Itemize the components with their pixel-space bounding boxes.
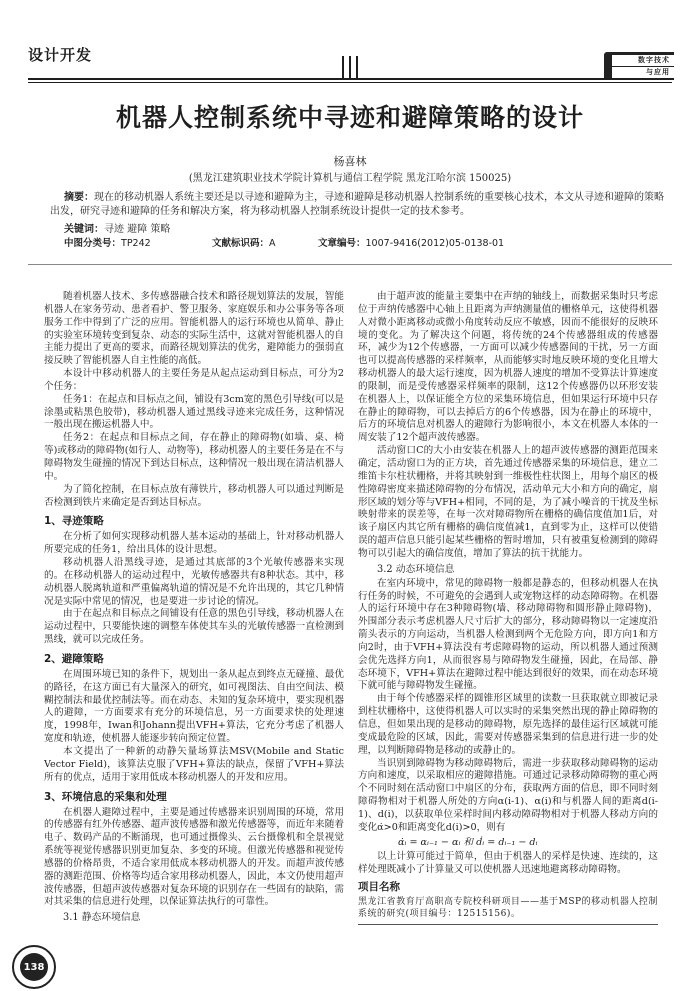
funding-text: 黑龙江省教育厅高职高专院校科研项目——基于MSP的移动机器人控制系统的研究(项目编号：12515156)。 [358,896,658,920]
paragraph: 在室内环境中，常见的障碍物一般都是静态的，但移动机器人在执行任务的时候，不可避免的会遇到人或宠物这样的动态障碍物。在机器人的运行环境中存在3种障碍物(墙、移动障碍物和圆形静止障碍物)，外围部分表示考虑机器人尺寸后扩大的部分，移动障碍物以一定速度沿箭头表示的方向运动，当机器人检测到两个无危险方向，即方向1和方向2时，由于VFH+算法没有考虑障碍物的运动，所以机器人通过预测会优先选择方向1，从而很容易与障碍物发生碰撞，因此，在局部、静态环境下，VFH+算法在避障过程中能达到很好的效果，而在动态环境下就可能与障碍物发生碰撞。 [358,577,658,692]
abstract-separator [28,264,672,265]
id-value: 1007-9416(2012)05-0138-01 [365,238,505,249]
right-column [358,291,658,925]
document-code [212,235,276,249]
section-heading: 2、避障策略 [44,652,104,665]
keywords [64,220,170,235]
subsection-heading: 3.2 动态环境信息 [377,563,455,575]
journal-badge [604,52,674,80]
abstract [50,191,670,219]
page-number-badge [12,945,56,989]
paragraph: 移动机器人沿黑线寻迹，是通过其底部的3个光敏传感器来实现的。在移动机器人的运动过程中，光敏传感器共有8种状态。其中，移动机器人脱离轨道和严重偏离轨道的情况是不允许出现的，其它几种情况是实际中常见的情况，也是要进一步讨论的情况。 [44,557,344,607]
subsection-heading: 3.1 静态环境信息 [63,912,141,924]
section-heading: 3、环境信息的采集和处理 [44,790,167,803]
keywords-text: 寻迹 避障 策略 [104,224,171,235]
paragraph: 当识别到障碍物为移动障碍物后，需进一步获取移动障碍物的运动方向和速度，以采取相应的避障措施。可通过记录移动障碍物的重心两个不同时刻在活动窗口中扇区的分布，获取两方面的信息，即不同时刻障碍物相对于机器人所处的方向α(i-1)、α(i)和与机器人间的距离d(i-1)、d(i)，以获取单位采样时间内移动障碍物相对于机器人移动方向的变化α̇>0和距离变化d(i)>0，则有 [358,757,658,833]
left-column [44,291,344,926]
paragraph: 在周围环境已知的条件下，规划出一条从起点到终点无碰撞、最优的路径，在这方面已有大量深入的研究，如可视图法、自由空间法、模糊控制法和最优控制法等。而在动态、未知的复杂环境中，要实现机器人的避障，一方面要求有充分的环境信息，另一方面要求快的处理速度，1998年，Iwan和Johann提出VFH+算法，它充分考虑了机器人宽度和轨迹，使机器人能逐步转向预定位置。 [44,668,344,745]
clc-label: 中图分类号： [64,238,122,249]
author-name: 杨喜林 [333,155,367,168]
doc-value: A [269,238,276,249]
section-label: 设计开发 [28,46,93,64]
paragraph: 本文提出了一种新的动静矢量场算法MSV(Mobile and Static Vector Field)，该算法克服了VFH+算法的缺点，保留了VFH+算法所有的优点，适用于家用低成本移动机器人的开发和应用。 [44,746,344,783]
funding-heading: 项目名称 [358,881,400,894]
paragraph: 以上计算可能过于简单，但由于机器人的采样是快速、连续的，这样处理既减小了计算量又可以使机器人迅速地避离移动障碍物。 [358,851,658,876]
doc-label: 文献标识码： [212,238,270,249]
paragraph: 为了简化控制，在目标点放有薄铁片，移动机器人可以通过判断是否检测到铁片来确定是否到达目标点。 [44,483,344,508]
paragraph: 在机器人避障过程中，主要是通过传感器来识别周围的环境，常用的传感器有红外传感器、超声波传感器和激光传感器等，而近年来随着电子、数码产品的不断涌现，也可通过摄像头、云台摄像机和全景视觉系统等视觉传感器识别更加复杂、多变的环境。但激光传感器和视觉传感器的价格昂贵，不适合家用低成本移动机器人的开发。而超声波传感器的测距范围、价格等均适合家用移动机器人，因此，本文仍使用超声波传感器，但超声波传感器对复杂环境的识别存在一些固有的缺陷，需对其采集的信息进行处理，以保证算法执行的可靠性。 [44,806,344,908]
clc-number [64,235,151,249]
paragraph: 活动窗口C的大小由安装在机器人上的超声波传感器的测距范围来确定，活动窗口为的正方块，首先通过传感器采集的环境信息，建立二维笛卡尔柱状栅格，并将其映射到一维极性柱状图上，用每个扇区的极性障碍密度来描述障碍物的分布情况，活动单元大小和方向的确定，扇形区域的划分等与VFH+相同，不同的是，为了减小噪音的干扰及坐标映射带来的误差等，在每一次对障碍物所在栅格的确信度值加1后，对该子扇区内其它所有栅格的确信度值减1，直到零为止，这样可以使错误的超声信息只能引起某些栅格的暂时增加，只有被重复检测到的障碍物可以引起大的确信度值，增加了算法的抗干扰能力。 [358,445,658,559]
paragraph: 由于超声波的能量主要集中在声纳的轴线上，而数据采集时只考虑位于声纳传感器中心轴上且距离为声纳测量值的栅格单元，这使得机器人对微小距离移动或微小角度转动反应不敏感，因而不能很好的反映环境的变化。为了解决这个问题，将传统的24个传感器组成的传感器环，减少为12个传感器，一方面可以减少传感器间的干扰，另一方面也可以提高传感器的采样频率，从而能够实时地反映环境的变化且增大移动机器人的最大运行速度，因为机器人速度的增加不受算法计算速度的限制，而是受传感器采样频率的限制，这12个传感器仍以环形安装在机器人上，以保证能全方位的采集环境信息，但如果运行环境中只存在静止的障碍物，可以去掉后方的6个传感器，因为在静止的环境中，后方的环境信息对机器人的避障行为影响很小，本文在机器人本体的一周安装了12个超声波传感器。 [358,291,658,444]
author-affiliation: (黑龙江建筑职业技术学院计算机与通信工程学院 黑龙江哈尔滨 150025) [188,173,512,184]
page-number: 138 [20,953,48,981]
id-label: 文章编号： [318,238,366,249]
equation: α̇ᵢ = αᵢ₋₁ − αᵢ 和 ḋᵢ = dᵢ₋₁ − dᵢ [398,836,538,848]
paragraph: 任务2：在起点和目标点之间，存在静止的障碍物(如墙、桌、椅等)或移动的障碍物(如行人、动物等)，移动机器人的主要任务是在不与障碍物发生碰撞的情况下到达目标点，这种情况一般出现在清洁机器人中。 [44,432,344,482]
article-id [318,235,504,249]
paragraph: 任务1：在起点和目标点之间，铺设有3cm宽的黑色引导线(可以是涂墨或粘黑色胶带)，移动机器人通过黑线寻迹来完成任务，这种情况一般出现在搬运机器人中。 [44,393,344,431]
paragraph: 由于每个传感器采样的圆锥形区域里的读数一旦获取就立即被记录到柱状栅格中，这使得机器人可以实时的采集突然出现的静止障碍物的信息，但如果出现的是移动的障碍物，原先选择的最佳运行区域就可能变成最危险的区域，因此，需要对传感器采集到的信息进行进一步的处理，以判断障碍物是移动的或静止的。 [358,693,658,756]
article-title: 机器人控制系统中寻迹和避障策略的设计 [115,103,584,132]
paragraph: 本设计中移动机器人的主要任务是从起点运动到目标点，可分为2个任务： [44,368,344,392]
clc-value: TP242 [121,238,151,249]
header-bar-ornament [340,56,362,78]
keywords-label: 关键词： [64,224,104,235]
badge-bottom-text: 与应用 [612,67,674,78]
paragraph: 由于在起点和目标点之间铺设有任意的黑色引导线，移动机器人在运动过程中，只要能快速的调整车体使其车头的光敏传感器一直检测到黑线，就可以完成任务。 [44,608,344,646]
badge-top-text: 数字技术 [612,55,674,66]
column-end-rule [358,924,658,925]
header-rule-thin [28,82,672,83]
abstract-text: 现在的移动机器人系统主要还是以寻迹和避障为主，寻迹和避障是移动机器人控制系统的重要核心技术，本文从寻迹和避障的策略出发，研究寻迹和避障的任务和解决方案，将为移动机器人控制系统设计提供一定的技术参考。 [50,192,664,217]
paragraph: 随着机器人技术、多传感器融合技术和路径规划算法的发展，智能机器人在家务劳动、患者看护、警卫服务、家庭娱乐和办公事务等各项服务工作中得到了广泛的应用。智能机器人的运行环境也从简单、静止的实验室环境转变到复杂、动态的实际生活中，这就对智能机器人的自主能力提出了更高的要求，而路径规划算法的优劣，避障能力的强弱直接反映了智能机器人自主性能的高低。 [44,291,344,367]
abstract-label: 摘要： [64,192,94,203]
header-rule [28,78,672,80]
paragraph: 在分析了如何实现移动机器人基本运动的基础上，针对移动机器人所要完成的任务1，给出具体的设计思想。 [44,531,344,556]
section-heading: 1、寻迹策略 [44,515,104,528]
